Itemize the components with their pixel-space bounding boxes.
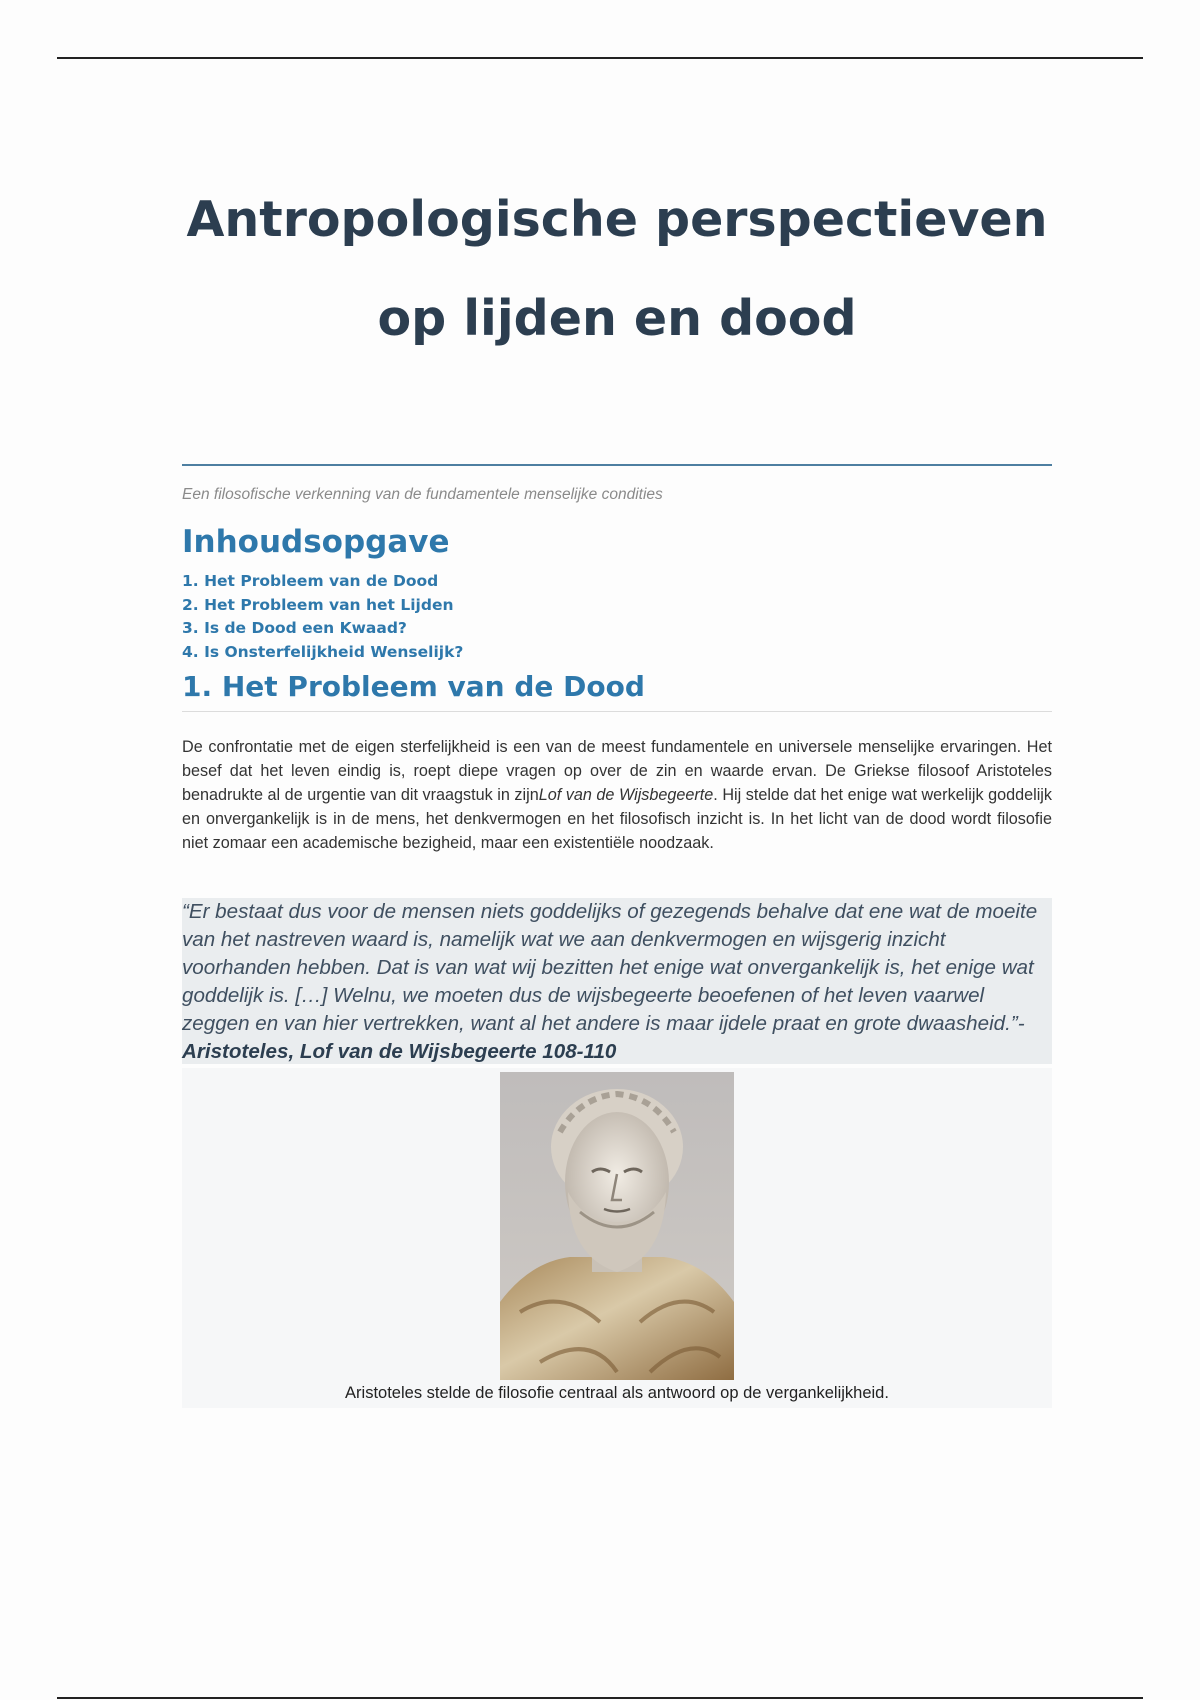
toc-link-4[interactable]: 4. Is Onsterfelijkheid Wenselijk?: [182, 642, 464, 661]
section-heading-death: 1. Het Probleem van de Dood: [182, 670, 645, 703]
aristotle-quote: [182, 898, 1052, 1064]
page-bottom-rule: [57, 1697, 1143, 1699]
paragraph-text-start: De confrontatie met de eigen sterfelijkheid is een van de meest fundamentele en universele menselijke ervaringen. Het besef dat het leven eindig is, roept diepe vragen op over de zin en waarde ervan. De Griekse filosoof Aristoteles benadrukte al de urgentie van dit vraagstuk in zijn: [182, 738, 1052, 804]
toc-link-3[interactable]: 3. Is de Dood een Kwaad?: [182, 619, 407, 637]
aristotle-bust-image: [500, 1072, 734, 1380]
quote-citation: Aristoteles, Lof van de Wijsbegeerte 108-110: [182, 1040, 617, 1063]
page-top-rule: [57, 57, 1143, 59]
section-paragraph: [182, 735, 1052, 855]
figure-caption: Aristoteles stelde de filosofie centraal als antwoord op de vergankelijkheid.: [345, 1384, 889, 1402]
quote-dash: -: [1017, 1012, 1025, 1035]
toc-link-2[interactable]: 2. Het Probleem van het Lijden: [182, 595, 454, 614]
title-divider: [182, 464, 1052, 466]
toc-link-1[interactable]: 1. Het Probleem van de Dood: [182, 572, 439, 590]
book-title: Lof van de Wijsbegeerte: [538, 786, 714, 804]
document-title: Antropologische perspectieven op lijden en dood: [186, 191, 1048, 347]
section-divider: [182, 711, 1052, 712]
toc-heading: Inhoudsopgave: [182, 524, 450, 560]
quote-text: “Er bestaat dus voor de mensen niets goddelijks of gezegends behalve dat ene wat de moeite van het nastreven waard is, namelijk wat we aan denkvermogen en wijsgerig inzicht voorhanden hebben. Dat is van wat wij bezitten het enige wat onvergankelijk is, het enige wat goddelijk is. […] Welnu, we moeten dus de wijsbegeerte beoefenen of het leven vaarwel zeggen en van hier vertrekken, want al het andere is maar ijdele praat en grote dwaasheid.”: [182, 900, 1038, 1035]
aristotle-figure: [182, 1068, 1052, 1408]
table-of-contents: [182, 570, 463, 664]
paragraph-text-end: . Hij stelde dat het enige wat werkelijk goddelijk en onvergankelijk is in de mens, het denkvermogen en het filosofisch inzicht is. In het licht van de dood wordt filosofie niet zomaar een academische bezigheid, maar een existentiële noodzaak.: [182, 786, 1052, 852]
bust-illustration: [500, 1072, 734, 1380]
document-subtitle: Een filosofische verkenning van de fundamentele menselijke condities: [182, 486, 663, 503]
